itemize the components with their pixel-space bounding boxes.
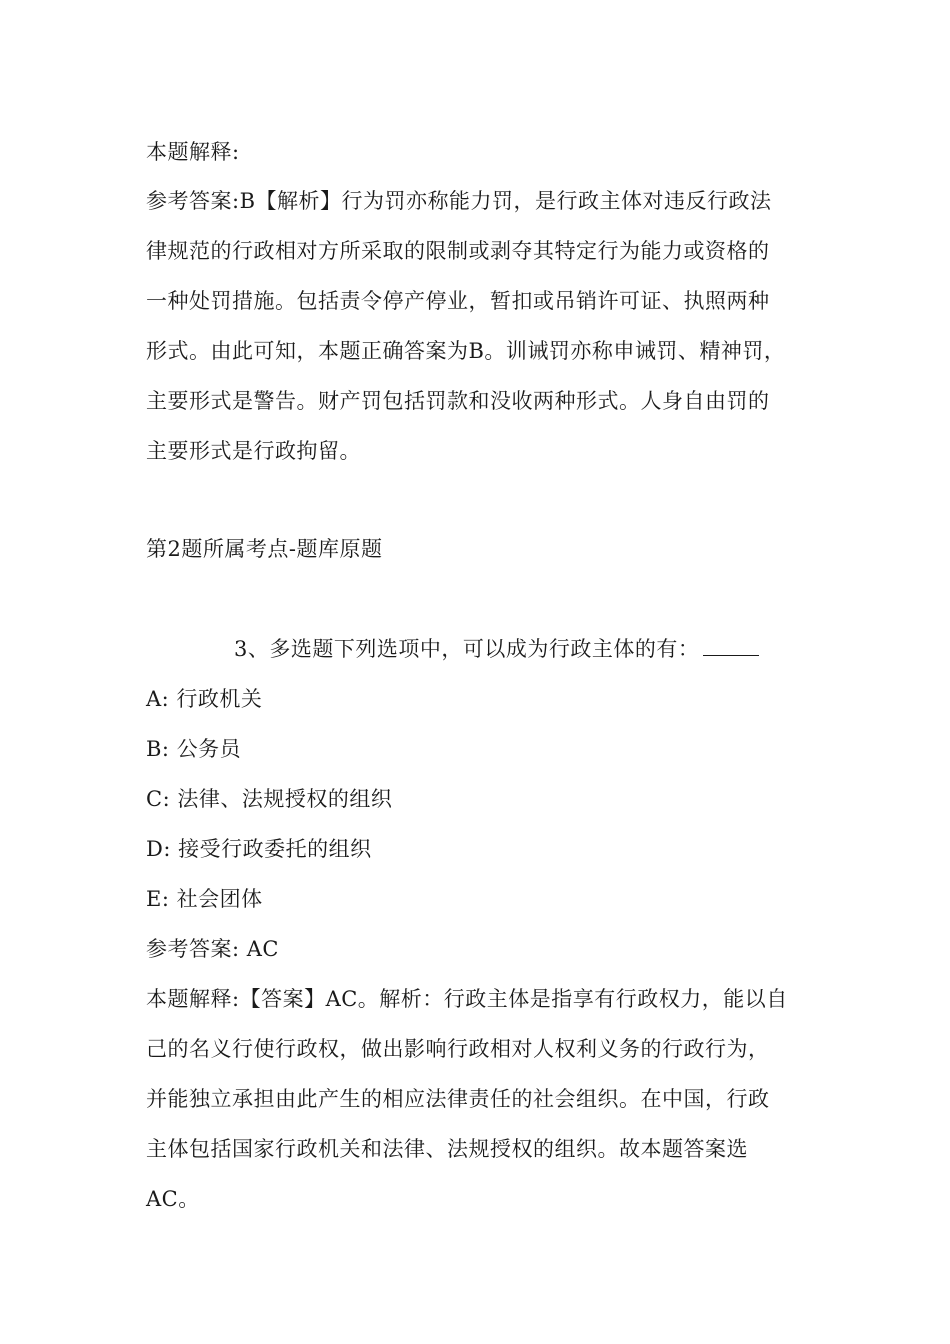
q3-explanation-line: 主体包括国家行政机关和法律、法规授权的组织。故本题答案选 xyxy=(146,1137,748,1161)
q3-explanation-line: 己的名义行使行政权，做出影响行政相对人权利义务的行政行为， xyxy=(146,1037,770,1061)
q2-explanation-line: 形式。由此可知，本题正确答案为B。训诫罚亦称申诫罚、精神罚， xyxy=(146,339,786,363)
q2-explanation-line: 主要形式是行政拘留。 xyxy=(146,439,361,463)
q2-explanation-line: 律规范的行政相对方所采取的限制或剥夺其特定行为能力或资格的 xyxy=(146,239,770,263)
option-e: E: 社会团体 xyxy=(146,887,263,911)
q2-explanation-line: 主要形式是警告。财产罚包括罚款和没收两种形式。人身自由罚的 xyxy=(146,389,770,413)
q3-question xyxy=(234,634,759,664)
q3-explanation-line: AC。 xyxy=(146,1187,200,1211)
q2-explanation-label: 本题解释: xyxy=(146,140,240,164)
q2-explanation-line: 参考答案:B【解析】行为罚亦称能力罚，是行政主体对违反行政法 xyxy=(146,189,772,213)
option-d: D: 接受行政委托的组织 xyxy=(146,837,372,861)
q3-explanation-line: 本题解释:【答案】AC。解析：行政主体是指享有行政权力，能以自 xyxy=(146,987,788,1011)
q3-explanation-line: 并能独立承担由此产生的相应法律责任的社会组织。在中国，行政 xyxy=(146,1087,770,1111)
option-c: C: 法律、法规授权的组织 xyxy=(146,787,393,811)
answer-blank xyxy=(703,637,759,656)
q3-question-text: 3、多选题下列选项中，可以成为行政主体的有： xyxy=(234,637,700,661)
q2-knowledge-point: 第2题所属考点-题库原题 xyxy=(146,537,383,561)
option-a: A: 行政机关 xyxy=(146,687,263,711)
q2-explanation-line: 一种处罚措施。包括责令停产停业，暂扣或吊销许可证、执照两种 xyxy=(146,289,770,313)
option-b: B: 公务员 xyxy=(146,737,242,761)
q3-answer: 参考答案: AC xyxy=(146,937,279,961)
